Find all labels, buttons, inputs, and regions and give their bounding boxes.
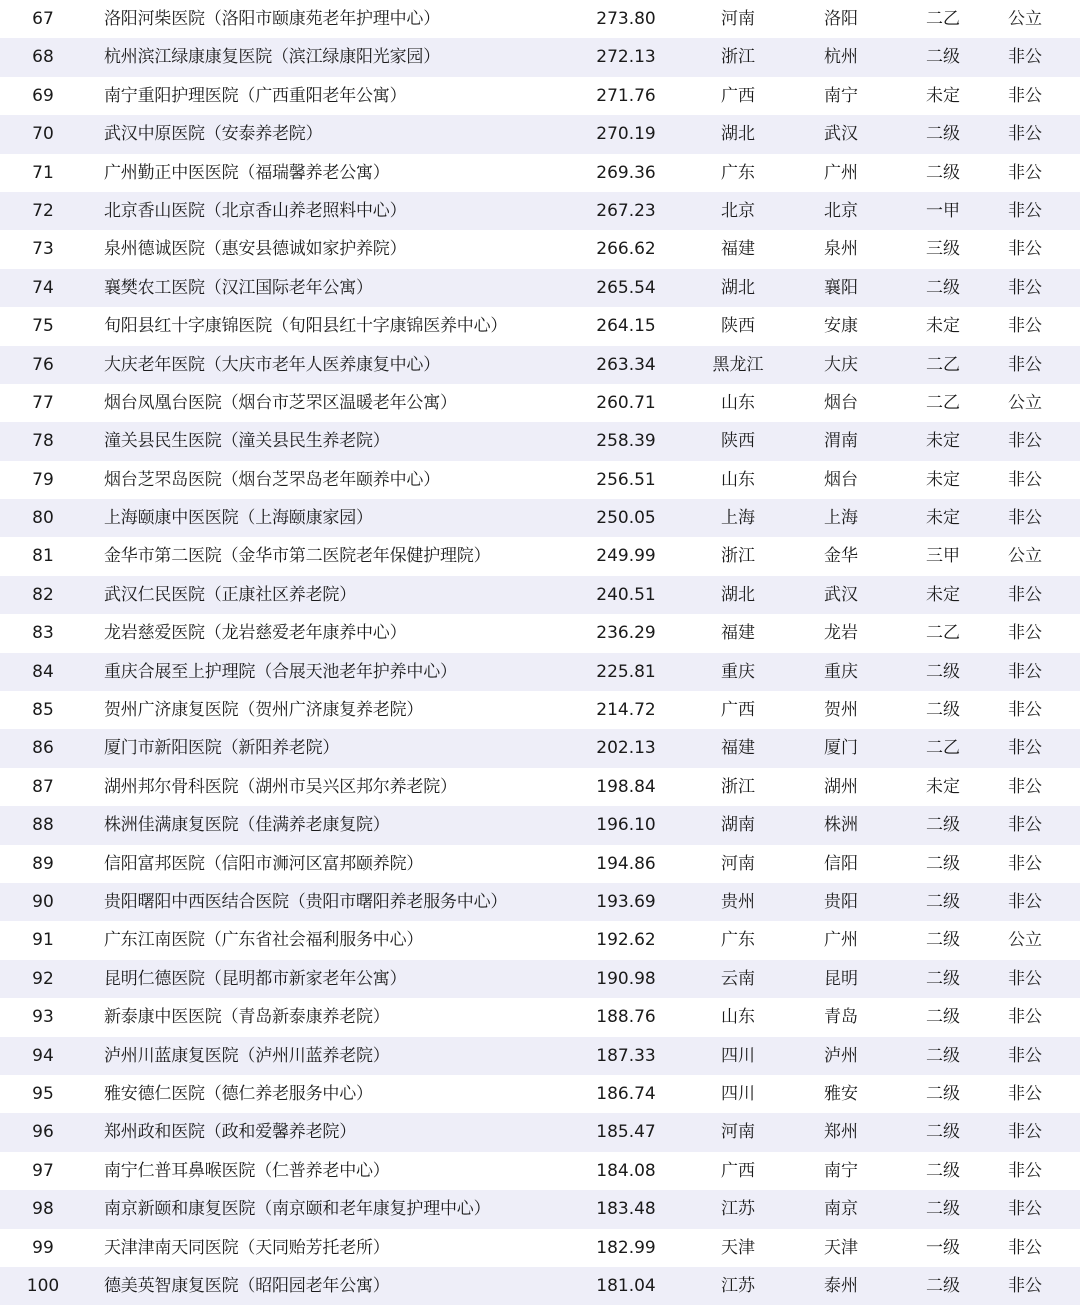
hospital-name-cell: 洛阳河柴医院（洛阳市颐康苑老年护理中心） — [104, 9, 440, 29]
score-cell: 263.34 — [596, 354, 656, 375]
table-row — [0, 0, 1080, 38]
province-cell: 浙江 — [721, 776, 755, 797]
province-cell: 湖北 — [721, 277, 755, 298]
hospital-name-cell: 郑州政和医院（政和爱馨养老院） — [104, 1122, 356, 1143]
ownership-type-cell: 非公 — [1008, 47, 1042, 68]
province-cell: 陕西 — [721, 316, 755, 337]
table-row — [0, 38, 1080, 76]
grade-cell: 未定 — [926, 431, 960, 452]
grade-cell: 二乙 — [926, 623, 960, 644]
grade-cell: 未定 — [926, 316, 960, 337]
score-cell: 186.74 — [596, 1083, 656, 1104]
score-cell: 198.84 — [596, 776, 656, 797]
city-cell: 天津 — [824, 1237, 858, 1258]
grade-cell: 二级 — [926, 853, 960, 874]
score-cell: 196.10 — [596, 815, 656, 836]
table-row — [0, 77, 1080, 115]
city-cell: 广州 — [824, 930, 858, 951]
city-cell: 郑州 — [824, 1122, 858, 1143]
ownership-type-cell: 非公 — [1008, 1275, 1042, 1296]
score-cell: 192.62 — [596, 930, 656, 951]
score-cell: 181.04 — [596, 1275, 656, 1296]
province-cell: 天津 — [721, 1237, 755, 1258]
table-row — [0, 691, 1080, 729]
province-cell: 江苏 — [721, 1199, 755, 1220]
ownership-type-cell: 非公 — [1008, 431, 1042, 452]
province-cell: 湖北 — [721, 124, 755, 145]
ownership-type-cell: 非公 — [1008, 239, 1042, 260]
city-cell: 北京 — [824, 200, 858, 221]
rank-cell: 77 — [32, 392, 54, 413]
score-cell: 190.98 — [596, 968, 656, 989]
ownership-type-cell: 非公 — [1008, 815, 1042, 836]
score-cell: 193.69 — [596, 891, 656, 912]
rank-cell: 72 — [32, 200, 54, 221]
province-cell: 贵州 — [721, 891, 755, 912]
rank-cell: 96 — [32, 1122, 54, 1143]
grade-cell: 未定 — [926, 584, 960, 605]
province-cell: 浙江 — [721, 47, 755, 68]
rank-cell: 80 — [32, 508, 54, 529]
province-cell: 广西 — [721, 1160, 755, 1181]
city-cell: 株洲 — [824, 815, 858, 836]
province-cell: 浙江 — [721, 546, 755, 567]
grade-cell: 二级 — [926, 700, 960, 721]
table-row — [0, 192, 1080, 230]
hospital-name-cell: 烟台芝罘岛医院（烟台芝罘岛老年颐养中心） — [104, 469, 440, 490]
ownership-type-cell: 非公 — [1008, 1122, 1042, 1143]
rank-cell: 87 — [32, 776, 54, 797]
ownership-type-cell: 公立 — [1008, 392, 1042, 413]
rank-cell: 81 — [32, 546, 54, 567]
grade-cell: 二级 — [926, 661, 960, 682]
province-cell: 广西 — [721, 700, 755, 721]
rank-cell: 98 — [32, 1199, 54, 1220]
table-row — [0, 1113, 1080, 1151]
ownership-type-cell: 非公 — [1008, 508, 1042, 529]
score-cell: 249.99 — [596, 546, 656, 567]
city-cell: 南京 — [824, 1199, 858, 1220]
grade-cell: 二乙 — [926, 9, 960, 29]
province-cell: 福建 — [721, 623, 755, 644]
ownership-type-cell: 非公 — [1008, 1237, 1042, 1258]
hospital-name-cell: 旬阳县红十字康锦医院（旬阳县红十字康锦医养中心） — [104, 316, 508, 337]
rank-cell: 74 — [32, 277, 54, 298]
province-cell: 云南 — [721, 968, 755, 989]
city-cell: 湖州 — [824, 776, 858, 797]
rank-cell: 75 — [32, 316, 54, 337]
hospital-name-cell: 重庆合展至上护理院（合展天池老年护养中心） — [104, 661, 457, 682]
city-cell: 泸州 — [824, 1045, 858, 1066]
grade-cell: 未定 — [926, 776, 960, 797]
rank-cell: 84 — [32, 661, 54, 682]
city-cell: 重庆 — [824, 661, 858, 682]
province-cell: 山东 — [721, 392, 755, 413]
city-cell: 贺州 — [824, 700, 858, 721]
ownership-type-cell: 非公 — [1008, 1199, 1042, 1220]
table-row — [0, 653, 1080, 691]
grade-cell: 一甲 — [926, 200, 960, 221]
hospital-name-cell: 金华市第二医院（金华市第二医院老年保健护理院） — [104, 546, 491, 567]
rank-cell: 69 — [32, 85, 54, 106]
city-cell: 昆明 — [824, 968, 858, 989]
grade-cell: 二级 — [926, 1083, 960, 1104]
grade-cell: 二级 — [926, 47, 960, 68]
hospital-name-cell: 泉州德诚医院（惠安县德诚如家护养院） — [104, 239, 407, 260]
table-row — [0, 499, 1080, 537]
province-cell: 陕西 — [721, 431, 755, 452]
grade-cell: 二级 — [926, 1275, 960, 1296]
ownership-type-cell: 非公 — [1008, 277, 1042, 298]
table-row — [0, 1075, 1080, 1113]
score-cell: 266.62 — [596, 239, 656, 260]
score-cell: 214.72 — [596, 700, 656, 721]
hospital-name-cell: 北京香山医院（北京香山养老照料中心） — [104, 200, 407, 221]
rank-cell: 70 — [32, 124, 54, 145]
rank-cell: 92 — [32, 968, 54, 989]
grade-cell: 未定 — [926, 508, 960, 529]
province-cell: 山东 — [721, 1007, 755, 1028]
hospital-name-cell: 贺州广济康复医院（贺州广济康复养老院） — [104, 700, 424, 721]
score-cell: 185.47 — [596, 1122, 656, 1143]
ownership-type-cell: 非公 — [1008, 354, 1042, 375]
city-cell: 安康 — [824, 316, 858, 337]
province-cell: 河南 — [721, 9, 755, 29]
city-cell: 龙岩 — [824, 623, 858, 644]
city-cell: 泉州 — [824, 239, 858, 260]
score-cell: 258.39 — [596, 431, 656, 452]
score-cell: 182.99 — [596, 1237, 656, 1258]
grade-cell: 二乙 — [926, 354, 960, 375]
rank-cell: 90 — [32, 891, 54, 912]
table-row — [0, 1229, 1080, 1267]
table-row — [0, 883, 1080, 921]
hospital-name-cell: 信阳富邦医院（信阳市浉河区富邦颐养院） — [104, 853, 424, 874]
grade-cell: 未定 — [926, 469, 960, 490]
city-cell: 南宁 — [824, 1160, 858, 1181]
province-cell: 河南 — [721, 1122, 755, 1143]
rank-cell: 78 — [32, 431, 54, 452]
hospital-name-cell: 湖州邦尔骨科医院（湖州市吴兴区邦尔养老院） — [104, 776, 457, 797]
city-cell: 大庆 — [824, 354, 858, 375]
grade-cell: 二乙 — [926, 738, 960, 759]
ownership-type-cell: 非公 — [1008, 1160, 1042, 1181]
table-row — [0, 461, 1080, 499]
hospital-name-cell: 大庆老年医院（大庆市老年人医养康复中心） — [104, 354, 440, 375]
score-cell: 202.13 — [596, 738, 656, 759]
province-cell: 江苏 — [721, 1275, 755, 1296]
province-cell: 重庆 — [721, 661, 755, 682]
city-cell: 贵阳 — [824, 891, 858, 912]
grade-cell: 二级 — [926, 1007, 960, 1028]
table-row — [0, 307, 1080, 345]
score-cell: 267.23 — [596, 200, 656, 221]
rank-cell: 100 — [26, 1275, 60, 1296]
province-cell: 湖南 — [721, 815, 755, 836]
hospital-name-cell: 广东江南医院（广东省社会福利服务中心） — [104, 930, 424, 951]
hospital-name-cell: 泸州川蓝康复医院（泸州川蓝养老院） — [104, 1045, 390, 1066]
province-cell: 湖北 — [721, 584, 755, 605]
grade-cell: 二级 — [926, 1122, 960, 1143]
table-row — [0, 729, 1080, 767]
ownership-type-cell: 非公 — [1008, 469, 1042, 490]
ownership-type-cell: 公立 — [1008, 9, 1042, 29]
hospital-name-cell: 武汉中原医院（安泰养老院） — [104, 124, 323, 145]
ownership-type-cell: 非公 — [1008, 162, 1042, 183]
hospital-name-cell: 德美英智康复医院（昭阳园老年公寓） — [104, 1275, 390, 1296]
ownership-type-cell: 非公 — [1008, 316, 1042, 337]
rank-cell: 73 — [32, 239, 54, 260]
rank-cell: 71 — [32, 162, 54, 183]
hospital-name-cell: 贵阳曙阳中西医结合医院（贵阳市曙阳养老服务中心） — [104, 891, 508, 912]
rank-cell: 76 — [32, 354, 54, 375]
score-cell: 240.51 — [596, 584, 656, 605]
table-row — [0, 1037, 1080, 1075]
rank-cell: 97 — [32, 1160, 54, 1181]
city-cell: 襄阳 — [824, 277, 858, 298]
province-cell: 河南 — [721, 853, 755, 874]
table-row — [0, 269, 1080, 307]
province-cell: 福建 — [721, 738, 755, 759]
rank-cell: 82 — [32, 584, 54, 605]
rank-cell: 88 — [32, 815, 54, 836]
hospital-name-cell: 南宁仁普耳鼻喉医院（仁普养老中心） — [104, 1160, 390, 1181]
grade-cell: 二级 — [926, 1199, 960, 1220]
city-cell: 厦门 — [824, 738, 858, 759]
province-cell: 广东 — [721, 162, 755, 183]
score-cell: 187.33 — [596, 1045, 656, 1066]
score-cell: 183.48 — [596, 1199, 656, 1220]
hospital-name-cell: 厦门市新阳医院（新阳养老院） — [104, 738, 340, 759]
score-cell: 273.80 — [596, 9, 656, 29]
table-row — [0, 576, 1080, 614]
rank-cell: 93 — [32, 1007, 54, 1028]
grade-cell: 二级 — [926, 1160, 960, 1181]
province-cell: 山东 — [721, 469, 755, 490]
ownership-type-cell: 公立 — [1008, 930, 1042, 951]
rank-cell: 83 — [32, 623, 54, 644]
city-cell: 烟台 — [824, 392, 858, 413]
score-cell: 269.36 — [596, 162, 656, 183]
rank-cell: 67 — [32, 9, 54, 29]
score-cell: 265.54 — [596, 277, 656, 298]
province-cell: 四川 — [721, 1045, 755, 1066]
table-row — [0, 1267, 1080, 1305]
city-cell: 杭州 — [824, 47, 858, 68]
hospital-name-cell: 烟台凤凰台医院（烟台市芝罘区温暖老年公寓） — [104, 392, 457, 413]
hospital-name-cell: 新泰康中医医院（青岛新泰康养老院） — [104, 1007, 390, 1028]
city-cell: 泰州 — [824, 1275, 858, 1296]
score-cell: 236.29 — [596, 623, 656, 644]
ownership-type-cell: 非公 — [1008, 661, 1042, 682]
city-cell: 武汉 — [824, 124, 858, 145]
ownership-type-cell: 非公 — [1008, 700, 1042, 721]
grade-cell: 二级 — [926, 162, 960, 183]
table-row — [0, 960, 1080, 998]
city-cell: 青岛 — [824, 1007, 858, 1028]
table-row — [0, 806, 1080, 844]
rank-cell: 89 — [32, 853, 54, 874]
score-cell: 264.15 — [596, 316, 656, 337]
ownership-type-cell: 非公 — [1008, 776, 1042, 797]
rank-cell: 86 — [32, 738, 54, 759]
table-row — [0, 614, 1080, 652]
province-cell: 四川 — [721, 1083, 755, 1104]
ownership-type-cell: 非公 — [1008, 584, 1042, 605]
grade-cell: 二级 — [926, 891, 960, 912]
ownership-type-cell: 非公 — [1008, 623, 1042, 644]
city-cell: 金华 — [824, 546, 858, 567]
rank-cell: 68 — [32, 47, 54, 68]
hospital-name-cell: 天津津南天同医院（天同贻芳托老所） — [104, 1237, 390, 1258]
score-cell: 188.76 — [596, 1007, 656, 1028]
table-row — [0, 115, 1080, 153]
table-row — [0, 845, 1080, 883]
city-cell: 南宁 — [824, 85, 858, 106]
grade-cell: 二级 — [926, 277, 960, 298]
hospital-name-cell: 广州勤正中医医院（福瑞馨养老公寓） — [104, 162, 390, 183]
score-cell: 184.08 — [596, 1160, 656, 1181]
table-row — [0, 422, 1080, 460]
province-cell: 北京 — [721, 200, 755, 221]
score-cell: 256.51 — [596, 469, 656, 490]
table-row — [0, 346, 1080, 384]
grade-cell: 二级 — [926, 124, 960, 145]
ownership-type-cell: 公立 — [1008, 546, 1042, 567]
score-cell: 271.76 — [596, 85, 656, 106]
score-cell: 260.71 — [596, 392, 656, 413]
table-row — [0, 537, 1080, 575]
province-cell: 黑龙江 — [712, 354, 764, 375]
hospital-name-cell: 南京新颐和康复医院（南京颐和老年康复护理中心） — [104, 1199, 491, 1220]
score-cell: 194.86 — [596, 853, 656, 874]
grade-cell: 三甲 — [926, 546, 960, 567]
ownership-type-cell: 非公 — [1008, 1083, 1042, 1104]
rank-cell: 85 — [32, 700, 54, 721]
grade-cell: 二级 — [926, 930, 960, 951]
score-cell: 225.81 — [596, 661, 656, 682]
hospital-name-cell: 株洲佳满康复医院（佳满养老康复院） — [104, 815, 390, 836]
city-cell: 广州 — [824, 162, 858, 183]
grade-cell: 二级 — [926, 815, 960, 836]
table-row — [0, 998, 1080, 1036]
city-cell: 雅安 — [824, 1083, 858, 1104]
hospital-name-cell: 襄樊农工医院（汉江国际老年公寓） — [104, 277, 373, 298]
score-cell: 272.13 — [596, 47, 656, 68]
ownership-type-cell: 非公 — [1008, 1007, 1042, 1028]
table-row — [0, 154, 1080, 192]
city-cell: 信阳 — [824, 853, 858, 874]
grade-cell: 三级 — [926, 239, 960, 260]
rank-cell: 91 — [32, 930, 54, 951]
hospital-name-cell: 上海颐康中医医院（上海颐康家园） — [104, 508, 373, 529]
hospital-name-cell: 雅安德仁医院（德仁养老服务中心） — [104, 1083, 373, 1104]
ownership-type-cell: 非公 — [1008, 200, 1042, 221]
city-cell: 渭南 — [824, 431, 858, 452]
hospital-name-cell: 杭州滨江绿康康复医院（滨江绿康阳光家园） — [104, 47, 440, 68]
grade-cell: 二级 — [926, 1045, 960, 1066]
city-cell: 烟台 — [824, 469, 858, 490]
hospital-name-cell: 武汉仁民医院（正康社区养老院） — [104, 584, 356, 605]
hospital-name-cell: 昆明仁德医院（昆明都市新家老年公寓） — [104, 968, 407, 989]
table-row — [0, 768, 1080, 806]
province-cell: 福建 — [721, 239, 755, 260]
ownership-type-cell: 非公 — [1008, 853, 1042, 874]
grade-cell: 未定 — [926, 85, 960, 106]
rank-cell: 99 — [32, 1237, 54, 1258]
city-cell: 武汉 — [824, 584, 858, 605]
ownership-type-cell: 非公 — [1008, 738, 1042, 759]
city-cell: 洛阳 — [824, 9, 858, 29]
table-row — [0, 384, 1080, 422]
rank-cell: 95 — [32, 1083, 54, 1104]
hospital-name-cell: 潼关县民生医院（潼关县民生养老院） — [104, 431, 390, 452]
hospital-name-cell: 南宁重阳护理医院（广西重阳老年公寓） — [104, 85, 407, 106]
province-cell: 广西 — [721, 85, 755, 106]
ownership-type-cell: 非公 — [1008, 124, 1042, 145]
table-row — [0, 1152, 1080, 1190]
table-row — [0, 921, 1080, 959]
province-cell: 广东 — [721, 930, 755, 951]
city-cell: 上海 — [824, 508, 858, 529]
table-row — [0, 1190, 1080, 1228]
grade-cell: 一级 — [926, 1237, 960, 1258]
hospital-name-cell: 龙岩慈爱医院（龙岩慈爱老年康养中心） — [104, 623, 407, 644]
rank-cell: 79 — [32, 469, 54, 490]
table-row — [0, 230, 1080, 268]
ownership-type-cell: 非公 — [1008, 1045, 1042, 1066]
score-cell: 270.19 — [596, 124, 656, 145]
rank-cell: 94 — [32, 1045, 54, 1066]
score-cell: 250.05 — [596, 508, 656, 529]
ownership-type-cell: 非公 — [1008, 85, 1042, 106]
province-cell: 上海 — [721, 508, 755, 529]
ownership-type-cell: 非公 — [1008, 968, 1042, 989]
ownership-type-cell: 非公 — [1008, 891, 1042, 912]
grade-cell: 二乙 — [926, 392, 960, 413]
grade-cell: 二级 — [926, 968, 960, 989]
